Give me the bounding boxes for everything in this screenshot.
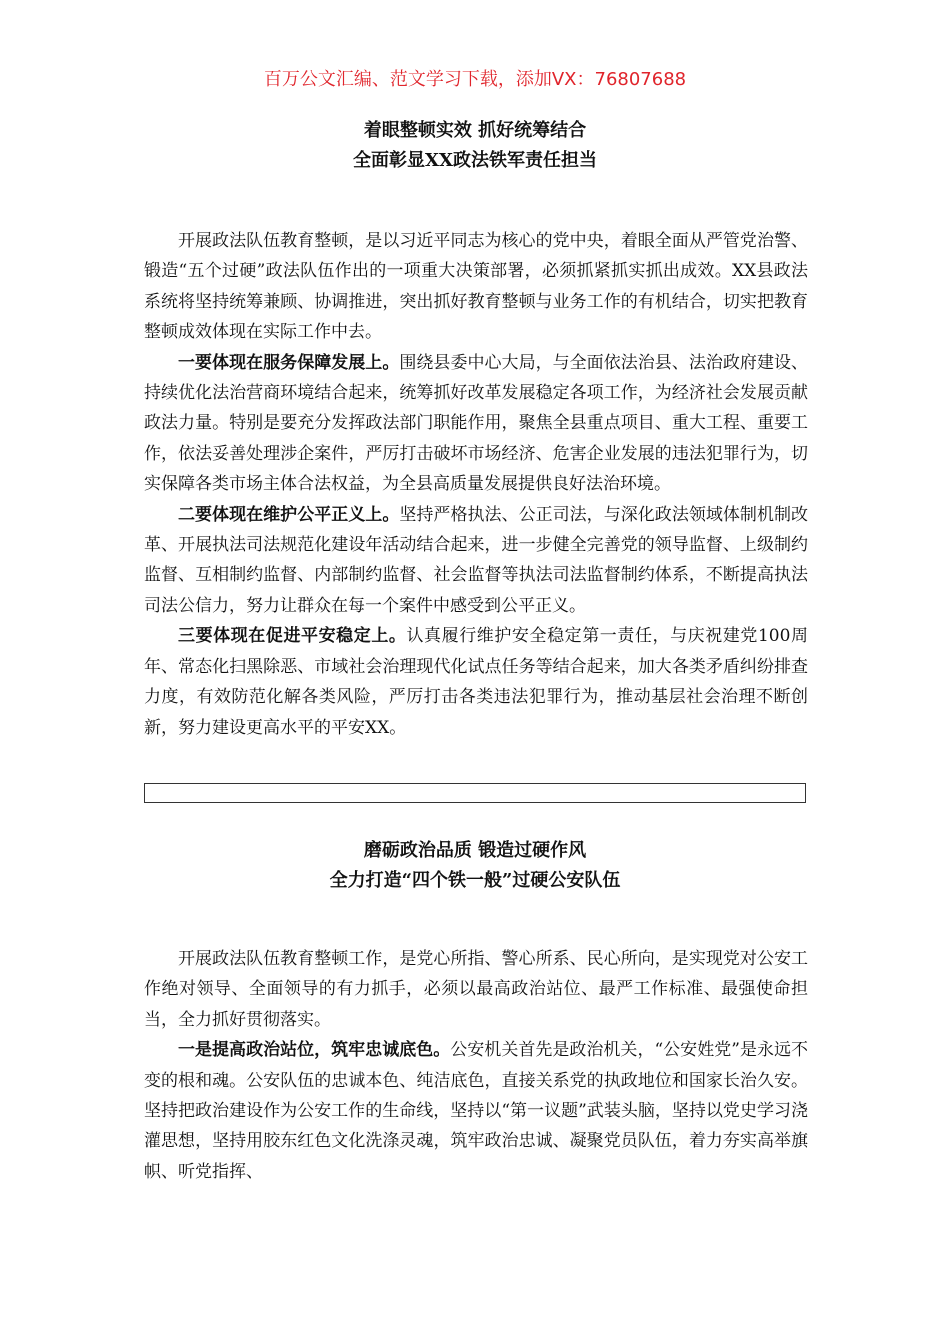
article1-paragraph-1-lead: 一要体现在服务保障发展上。 [178, 352, 400, 373]
article2-title-line2: 全力打造“四个铁一般”过硬公安队伍 [329, 870, 621, 891]
article2-title-line1: 磨砺政治品质 锻造过硬作风 [363, 840, 587, 861]
article1-paragraph-3 [144, 621, 808, 743]
watermark-banner: 百万公文汇编、范文学习下载，添加VX：76807688 [263, 69, 687, 90]
article2-paragraph-1-lead: 一是提高政治站位，筑牢忠诚底色。 [178, 1040, 451, 1061]
article1-paragraph-1 [144, 348, 808, 500]
article1-body [144, 226, 808, 743]
article1-paragraph-intro: 开展政法队伍教育整顿，是以习近平同志为核心的党中央，着眼全面从严管党治警、锻造“五个过硬”政法队伍作出的一项重大决策部署，必须抓紧抓实抓出成效。XX县政法系统将坚持统筹兼顾、协调推进，突出抓好教育整顿与业务工作的有机结合，切实把教育整顿成效体现在实际工作中去。 [144, 231, 808, 343]
article1-paragraph-2 [144, 500, 808, 622]
article2-paragraph-1 [144, 1035, 808, 1187]
article1-paragraph-2-lead: 二要体现在维护公平正义上。 [178, 504, 400, 525]
article1-title-line1: 着眼整顿实效 抓好统筹结合 [363, 120, 587, 141]
article1-paragraph-1-text: 围绕县委中心大局，与全面依法治县、法治政府建设、持续优化法治营商环境结合起来，统筹抓好改革发展稳定各项工作，为经济社会发展贡献政法力量。特别是要充分发挥政法部门职能作用，聚焦全县重点项目、重大工程、重要工作，依法妥善处理涉企案件，严厉打击破坏市场经济、危害企业发展的违法犯罪行为，切实保障各类市场主体合法权益，为全县高质量发展提供良好法治环境。 [144, 352, 809, 495]
article2-paragraph-intro: 开展政法队伍教育整顿工作，是党心所指、警心所系、民心所向，是实现党对公安工作绝对领导、全面领导的有力抓手，必须以最高政治站位、最严工作标准、最强使命担当，全力抓好贯彻落实。 [144, 949, 808, 1030]
article1-paragraph-3-lead: 三要体现在促进平安稳定上。 [178, 626, 407, 647]
article1-paragraph-2-text: 坚持严格执法、公正司法，与深化政法领域体制机制改革、开展执法司法规范化建设年活动结合起来，进一步健全完善党的领导监督、上级制约监督、互相制约监督、内部制约监督、社会监督等执法司法监督制约体系，不断提高执法司法公信力，努力让群众在每一个案件中感受到公平正义。 [144, 504, 809, 616]
article2-paragraph-1-text: 公安机关首先是政治机关，“公安姓党”是永远不变的根和魂。公安队伍的忠诚本色、纯洁底色，直接关系党的执政地位和国家长治久安。坚持把政治建设作为公安工作的生命线，坚持以“第一议题”武装头脑，坚持以党史学习浇灌思想，坚持用胶东红色文化洗涤灵魂，筑牢政治忠诚、凝聚党员队伍，着力夯实高举旗帜、听党指挥、 [144, 1040, 808, 1182]
article1-paragraph-3-text: 认真履行维护安全稳定第一责任，与庆祝建党100周年、常态化扫黑除恶、市域社会治理现代化试点任务等结合起来，加大各类矛盾纠纷排查力度，有效防范化解各类风险，严厉打击各类违法犯罪行为，推动基层社会治理不断创新，努力建设更高水平的平安XX。 [144, 626, 809, 738]
section-divider-box [144, 783, 806, 803]
article1-title-line2: 全面彰显XX政法铁军责任担当 [353, 150, 597, 171]
article2-body [144, 944, 808, 1187]
